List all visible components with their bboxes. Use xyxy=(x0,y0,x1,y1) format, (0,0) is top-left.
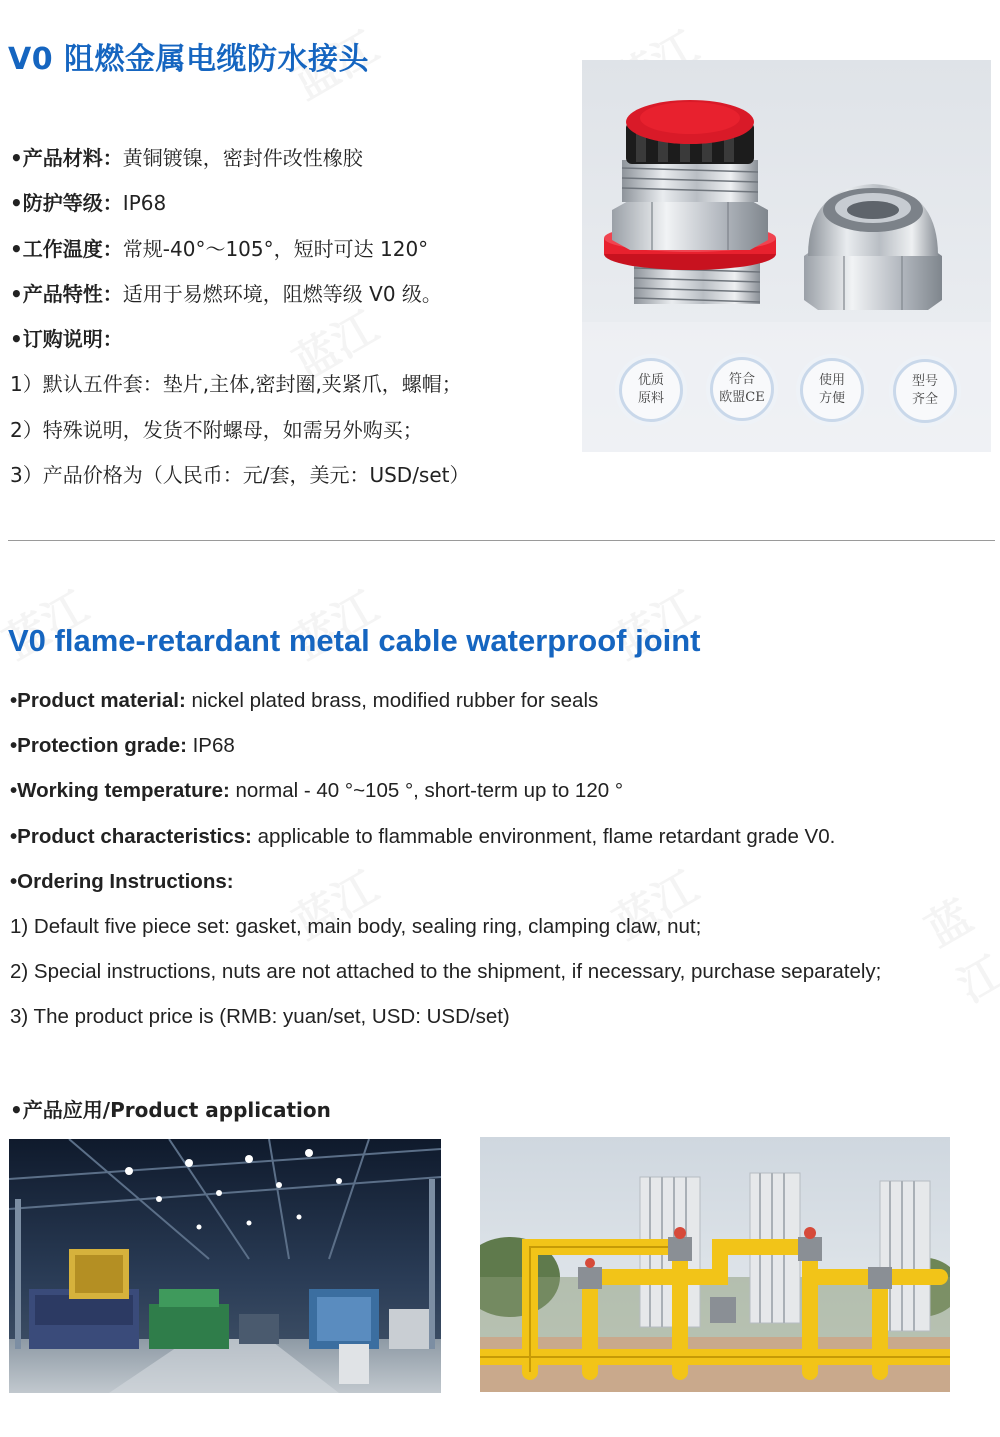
product-image xyxy=(582,60,991,452)
ordering-label: •Ordering Instructions: xyxy=(10,869,234,893)
ordering-label: •订购说明： xyxy=(10,327,123,352)
spec-material: •Product material: nickel plated brass, modified rubber for seals xyxy=(10,689,599,712)
spec-characteristics: •Product characteristics: applicable to flammable environment, flame retardant grade V0. xyxy=(10,824,836,848)
spec-material: •产品材料：黄铜镀镍，密封件改性橡胶 xyxy=(10,146,363,170)
badge-quality-material: 优质 原料 xyxy=(619,358,683,422)
ordering-item: 1) Default five piece set: gasket, main body, sealing ring, clamping claw, nut; xyxy=(10,914,702,938)
spec-temperature: •Working temperature: normal - 40 °~105 °, short-term up to 120 ° xyxy=(10,779,624,803)
english-spec-list xyxy=(10,678,995,1040)
chinese-spec-list xyxy=(10,136,570,498)
badge-easy-use: 使用 方便 xyxy=(800,358,864,422)
ordering-item: 3) The product price is (RMB: yuan/set, USD: USD/set) xyxy=(10,1005,510,1029)
spec-protection: •防护等级：IP68 xyxy=(10,191,167,216)
badge-full-range: 型号 齐全 xyxy=(893,359,957,423)
application-heading: •产品应用/Product application xyxy=(10,1098,331,1122)
spec-protection: •Protection grade: IP68 xyxy=(10,734,235,758)
ordering-item: 2）特殊说明，发货不附螺母，如需另外购买； xyxy=(10,417,423,442)
ordering-item: 1）默认五件套：垫片,主体,密封圈,夹紧爪，螺帽； xyxy=(10,372,462,397)
spec-temperature: •工作温度：常规-40°～105°，短时可达 120° xyxy=(10,236,429,261)
english-title: V0 flame-retardant metal cable waterproof joint xyxy=(8,623,701,658)
spec-feature: •产品特性：适用于易燃环境，阻燃等级 V0 级。 xyxy=(10,281,442,306)
ordering-item: 2) Special instructions, nuts are not attached to the shipment, if necessary, purchase separately; xyxy=(10,960,882,984)
section-divider xyxy=(8,540,995,541)
factory-photo xyxy=(9,1139,441,1393)
ordering-item: 3）产品价格为（人民币：元/套，美元：USD/set） xyxy=(10,463,470,488)
chinese-title: V0 阻燃金属电缆防水接头 xyxy=(8,42,370,77)
badge-ce-compliant: 符合 欧盟CE xyxy=(710,357,774,421)
dome-nut xyxy=(804,184,942,310)
gas-pipeline-photo xyxy=(480,1137,950,1392)
